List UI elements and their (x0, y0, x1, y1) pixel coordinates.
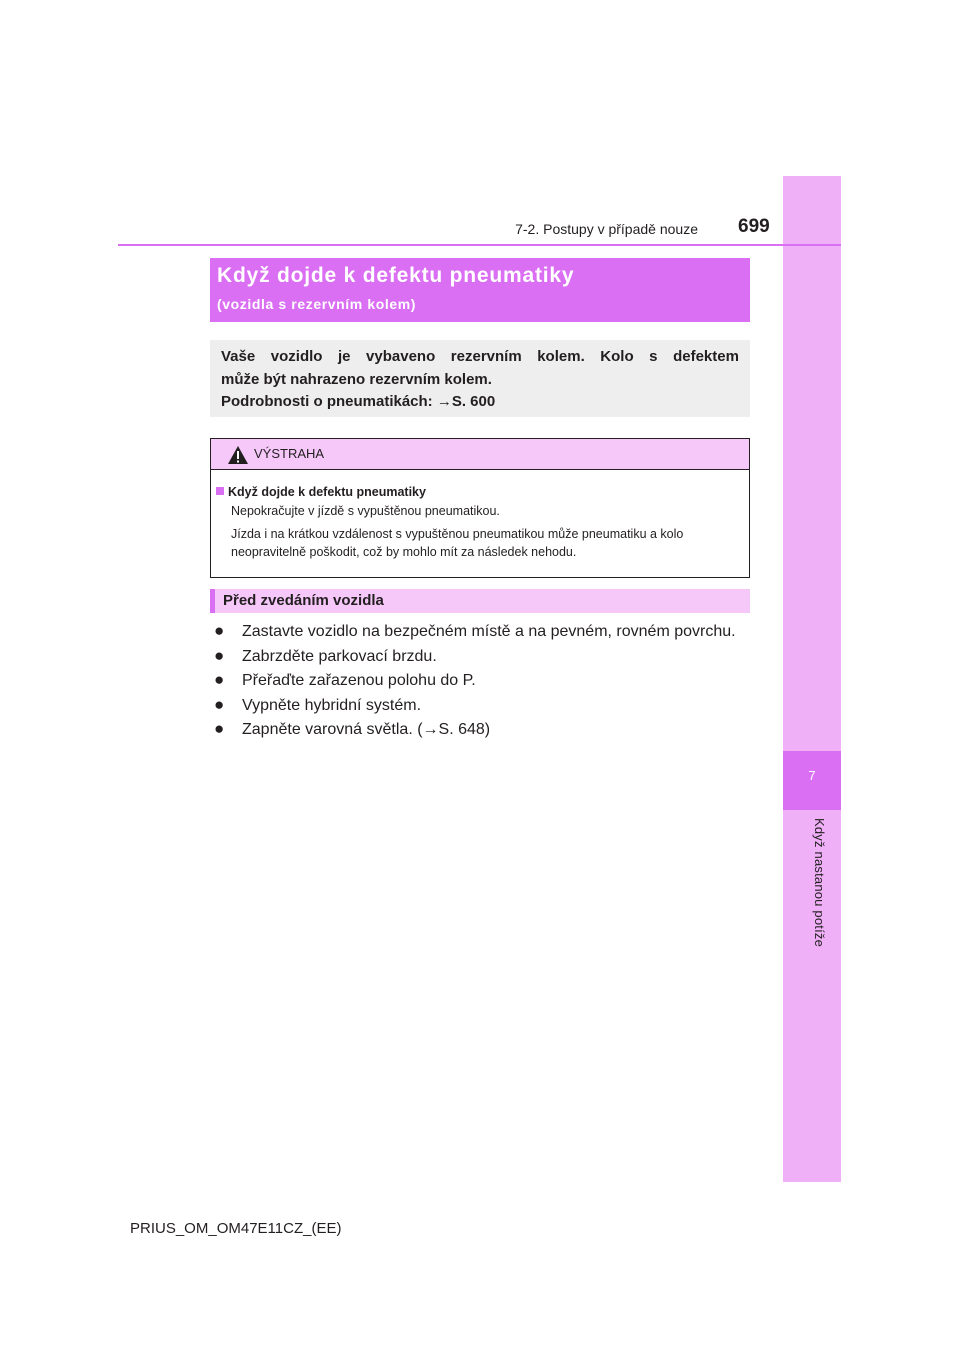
chapter-side-tab (783, 176, 841, 1182)
bullet-icon: ● (214, 621, 225, 640)
title-box (210, 258, 750, 322)
list-item (214, 646, 736, 671)
step-text: Zabrzděte parkovací brzdu. (242, 647, 437, 665)
chapter-number: 7 (808, 768, 816, 783)
warning-body (211, 470, 749, 561)
header-rule (118, 244, 841, 246)
subsection-title: Před zvedáním vozidla (223, 592, 384, 609)
warning-label: VÝSTRAHA (254, 446, 325, 461)
warning-paragraph-2: Jízda i na krátkou vzdálenost s vypuštěnou pneumatikou může pneumatiku a kolo neopravitelně poškodit, což by mohlo mít za následek nehodu. (231, 527, 684, 559)
warning-paragraph-1: Nepokračujte v jízdě s vypuštěnou pneumatikou. (231, 504, 500, 518)
list-item (214, 695, 736, 720)
intro-line-3: Podrobnosti o pneumatikách: →S. 600 (221, 393, 496, 410)
warning-title (216, 483, 749, 501)
bullet-icon: ● (214, 719, 225, 738)
list-item (214, 719, 736, 744)
intro-word: rezervním (450, 348, 522, 365)
bullet-icon: ● (214, 694, 225, 714)
intro-word: vozidlo (270, 348, 323, 365)
list-item (214, 670, 736, 695)
intro-word: defektem (673, 348, 739, 365)
chapter-label: Když nastanou potíže (812, 818, 827, 948)
bullet-icon: ● (214, 645, 225, 665)
intro-line-1 (221, 346, 739, 369)
intro-word: Kolo (600, 348, 634, 365)
step-text: Vypněte hybridní systém. (242, 696, 422, 714)
footer-document-code: PRIUS_OM_OM47E11CZ_(EE) (130, 1220, 342, 1237)
step-text: Přeřaďte zařazenou polohu do P. (242, 672, 476, 689)
page-subtitle: (vozidla s rezervním kolem) (217, 296, 417, 312)
step-text: Zapněte varovná světla. (→S. 648) (242, 721, 491, 738)
subsection-accent (210, 589, 215, 613)
warning-box (210, 438, 750, 578)
intro-box (210, 340, 750, 417)
warning-title-text: Když dojde k defektu pneumatiky (228, 485, 426, 499)
page-title: Když dojde k defektu pneumatiky (217, 264, 575, 287)
step-text: Zastavte vozidlo na bezpečném místě a na pevném, rovném povrchu. (242, 623, 736, 640)
warning-triangle-icon (227, 445, 249, 465)
page-number: 699 (738, 216, 770, 237)
steps-list (214, 621, 736, 744)
list-item (214, 621, 736, 646)
intro-word: Vaše (221, 348, 256, 365)
subsection-bar (210, 589, 750, 613)
square-bullet-icon (216, 487, 224, 495)
header-section-title: 7-2. Postupy v případě nouze (515, 221, 698, 237)
bullet-icon: ● (214, 670, 225, 689)
intro-line-2: může být nahrazeno rezervním kolem. (221, 370, 492, 388)
intro-word: je (337, 348, 351, 365)
intro-word: kolem. (537, 348, 585, 365)
intro-word: vybaveno (366, 348, 436, 365)
intro-word: s (649, 348, 658, 365)
warning-header (211, 439, 749, 470)
